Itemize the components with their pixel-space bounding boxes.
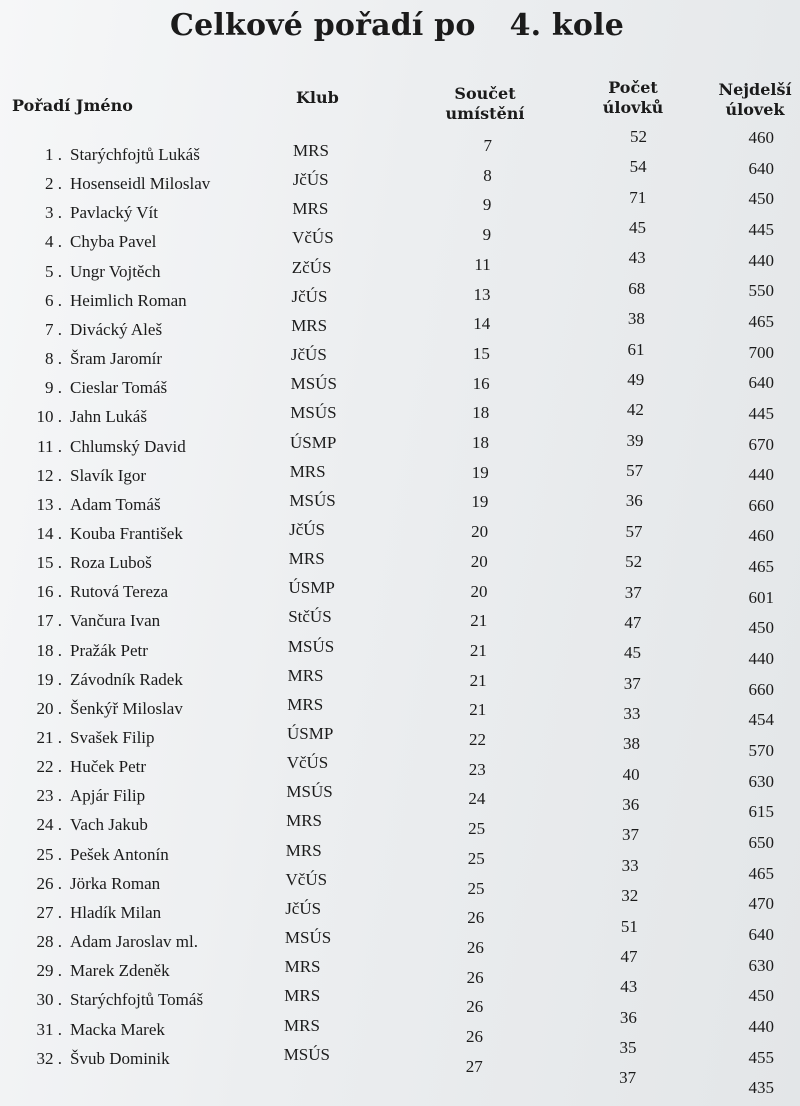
rank-cell: 1 .: [45, 145, 62, 164]
name-cell: Heimlich Roman: [70, 290, 187, 310]
header-sum-line1: Součet: [454, 84, 516, 103]
rank-cell: 23 .: [36, 786, 62, 806]
best-cell: 454: [748, 710, 774, 730]
count-cell: 37: [623, 673, 641, 693]
sum-cell: 22: [469, 730, 486, 749]
table-row: [0, 369, 800, 404]
name-cell: Apjár Filip: [70, 786, 146, 806]
sum-cell: 18: [472, 433, 489, 452]
header-best: [710, 80, 800, 120]
sum-cell: 16: [472, 373, 490, 393]
best-cell: 440: [748, 649, 774, 669]
best-cell: 640: [748, 373, 774, 393]
name-cell: Hosenseidl Miloslav: [70, 174, 211, 194]
sum-cell: 20: [470, 551, 488, 571]
title-round: 4. kole: [509, 8, 625, 43]
header-best-line2: úlovek: [725, 100, 785, 119]
count-cell: 51: [620, 916, 638, 936]
best-cell: 450: [748, 189, 774, 209]
table-row: [0, 248, 800, 288]
name-cell: Roza Luboš: [70, 553, 152, 573]
count-cell: 38: [627, 309, 645, 329]
table-row: [0, 157, 800, 200]
best-cell: 630: [748, 955, 774, 975]
club-cell: MSÚS: [283, 1044, 330, 1064]
rank-cell: 22 .: [36, 757, 62, 777]
club-cell: VčÚS: [285, 869, 328, 889]
sum-cell: 26: [467, 908, 485, 928]
rank-cell: 6 .: [45, 290, 62, 310]
sum-cell: 25: [467, 878, 485, 898]
best-cell: 460: [748, 526, 774, 546]
table-row: [0, 127, 800, 171]
sum-cell: 26: [466, 1027, 483, 1046]
best-cell: 550: [748, 281, 774, 301]
sum-cell: 19: [471, 492, 489, 512]
sum-cell: 21: [469, 640, 487, 660]
sum-cell: 9: [482, 195, 492, 215]
name-cell: Hladík Milan: [70, 902, 162, 922]
rank-cell: 2 .: [45, 174, 62, 194]
best-cell: 440: [748, 465, 774, 485]
best-cell: 660: [748, 495, 774, 515]
table-row: [0, 753, 800, 791]
sum-cell: 21: [469, 670, 487, 690]
best-cell: 445: [748, 219, 774, 239]
sum-cell: 13: [473, 284, 491, 304]
best-cell: 450: [748, 618, 774, 638]
club-cell: MRS: [285, 840, 322, 860]
club-cell: MSÚS: [287, 636, 335, 656]
best-cell: 440: [748, 250, 774, 270]
table-row: [0, 636, 800, 669]
best-cell: 615: [748, 802, 774, 822]
count-cell: 47: [620, 946, 638, 966]
sum-cell: 21: [469, 700, 487, 720]
best-cell: 630: [748, 771, 774, 791]
count-cell: 35: [619, 1038, 637, 1058]
sum-cell: 23: [468, 759, 486, 779]
sum-cell: 15: [472, 343, 490, 363]
name-cell: Marek Zdeněk: [70, 961, 170, 981]
sum-cell: 21: [470, 611, 488, 631]
rank-cell: 32 .: [36, 1048, 62, 1068]
table-row: [0, 309, 800, 346]
best-cell: 660: [748, 679, 774, 699]
name-cell: Svašek Filip: [70, 728, 155, 747]
name-cell: Vach Jakub: [70, 815, 148, 835]
count-cell: 33: [621, 855, 639, 875]
club-cell: MSÚS: [286, 782, 333, 802]
table-row: [0, 549, 800, 579]
club-cell: ZčÚS: [291, 257, 332, 277]
header-count-line1: Počet: [608, 78, 658, 97]
name-cell: Pavlacký Vít: [70, 203, 158, 223]
best-cell: 601: [748, 587, 774, 607]
count-cell: 61: [627, 339, 645, 359]
count-cell: 39: [626, 430, 644, 450]
name-cell: Chyba Pavel: [70, 232, 157, 252]
best-cell: 700: [748, 342, 774, 362]
club-cell: MRS: [291, 315, 328, 335]
club-cell: MRS: [287, 694, 324, 714]
club-cell: ÚSMP: [287, 724, 334, 743]
rank-cell: 24 .: [36, 815, 62, 835]
rank-cell: 10 .: [36, 407, 62, 427]
rank-cell: 5 .: [45, 261, 62, 281]
name-cell: Chlumský David: [70, 436, 186, 456]
club-cell: MRS: [287, 665, 324, 685]
best-cell: 640: [748, 924, 774, 944]
count-cell: 43: [628, 248, 646, 268]
count-cell: 68: [628, 278, 646, 298]
name-cell: Cieslar Tomáš: [70, 378, 168, 398]
table-row: [0, 724, 800, 760]
name-cell: Slavík Igor: [70, 465, 147, 485]
header-sum-line2: umístění: [445, 104, 525, 123]
best-cell: 640: [748, 158, 774, 178]
name-cell: Závodník Radek: [70, 669, 183, 689]
name-cell: Adam Tomáš: [70, 494, 161, 514]
club-cell: VčÚS: [292, 228, 334, 248]
name-cell: Pražák Petr: [70, 640, 148, 660]
name-cell: Divácký Aleš: [70, 319, 163, 339]
sum-cell: 7: [483, 136, 492, 155]
rank-cell: 26 .: [36, 873, 62, 893]
rank-cell: 18 .: [36, 640, 62, 660]
count-cell: 45: [628, 218, 646, 238]
name-cell: Šenkýř Miloslav: [70, 698, 183, 718]
count-cell: 37: [624, 582, 642, 602]
name-cell: Adam Jaroslav ml.: [70, 932, 198, 952]
sum-cell: 14: [473, 314, 491, 334]
rank-cell: 16 .: [36, 582, 62, 602]
table-row: [0, 578, 800, 608]
sum-cell: 8: [483, 165, 492, 185]
count-cell: 45: [624, 643, 642, 663]
club-cell: JčÚS: [291, 286, 328, 306]
club-cell: MRS: [293, 141, 329, 160]
rank-cell: 3 .: [45, 203, 62, 223]
rank-cell: 25 .: [36, 844, 62, 864]
rank-cell: 19 .: [36, 669, 62, 689]
name-cell: Starýchfojtů Lukáš: [70, 145, 200, 164]
best-cell: 435: [748, 1078, 774, 1098]
count-cell: 40: [622, 764, 640, 784]
count-cell: 36: [625, 491, 643, 511]
count-cell: 42: [626, 400, 644, 420]
club-cell: MRS: [288, 549, 325, 569]
table-row: [0, 607, 800, 638]
count-cell: 57: [626, 461, 644, 481]
club-cell: ÚSMP: [288, 578, 335, 598]
sum-cell: 26: [466, 997, 484, 1017]
club-cell: VčÚS: [286, 753, 329, 773]
header-rank-name: Pořadí Jméno: [12, 96, 133, 115]
sum-cell: 25: [467, 848, 485, 868]
header-sum: [425, 84, 545, 124]
name-cell: Vančura Ivan: [70, 611, 161, 631]
rank-cell: 8 .: [45, 349, 62, 369]
header-club: Klub: [296, 88, 339, 107]
header-best-line1: Nejdelší: [718, 80, 792, 99]
best-cell: 470: [748, 894, 774, 914]
header-count-line2: úlovků: [602, 98, 664, 117]
count-cell: 57: [625, 521, 643, 541]
name-cell: Ungr Vojtěch: [70, 261, 161, 281]
sum-cell: 11: [474, 254, 491, 274]
club-cell: MRS: [284, 1015, 320, 1035]
best-cell: 670: [748, 434, 774, 454]
club-cell: MSÚS: [284, 928, 332, 948]
sum-cell: 26: [466, 967, 484, 987]
rank-cell: 31 .: [36, 1019, 62, 1039]
sum-cell: 9: [482, 225, 492, 245]
name-cell: Kouba František: [70, 523, 183, 543]
club-cell: JčÚS: [290, 345, 327, 365]
count-cell: 52: [630, 127, 647, 146]
page-title: [170, 8, 730, 43]
name-cell: Jörka Roman: [70, 873, 161, 893]
club-cell: StčÚS: [288, 607, 332, 627]
rank-cell: 20 .: [36, 698, 62, 718]
rank-cell: 17 .: [36, 611, 62, 631]
rank-cell: 7 .: [45, 319, 62, 339]
table-row: [0, 278, 800, 317]
rank-cell: 27 .: [36, 902, 62, 922]
rank-cell: 28 .: [36, 932, 62, 952]
club-cell: JčÚS: [285, 898, 322, 918]
name-cell: Rutová Tereza: [70, 582, 169, 602]
club-cell: MSÚS: [289, 490, 336, 510]
count-cell: 38: [623, 734, 640, 754]
sum-cell: 24: [468, 789, 486, 809]
best-cell: 650: [748, 832, 774, 852]
count-cell: 37: [621, 825, 639, 845]
club-cell: ÚSMP: [290, 432, 337, 452]
table-row: [0, 519, 800, 550]
club-cell: MRS: [284, 957, 321, 977]
sum-cell: 27: [465, 1056, 483, 1076]
club-cell: MRS: [292, 199, 329, 219]
name-cell: Pešek Antonín: [70, 844, 169, 864]
count-cell: 71: [629, 187, 647, 207]
best-cell: 460: [748, 128, 774, 147]
count-cell: 52: [625, 552, 643, 572]
table-row: [0, 187, 800, 229]
name-cell: Švub Dominik: [70, 1048, 170, 1068]
count-cell: 36: [622, 795, 640, 815]
rank-cell: 30 .: [36, 990, 62, 1010]
best-cell: 445: [748, 403, 774, 423]
name-cell: Jahn Lukáš: [70, 407, 147, 427]
best-cell: 465: [748, 311, 774, 331]
count-cell: 43: [620, 977, 638, 997]
club-cell: MSÚS: [290, 374, 337, 394]
sum-cell: 18: [472, 403, 490, 423]
name-cell: Starýchfojtů Tomáš: [70, 990, 204, 1010]
best-cell: 440: [748, 1016, 774, 1036]
rank-cell: 13 .: [36, 494, 62, 514]
best-cell: 455: [748, 1047, 774, 1067]
count-cell: 36: [619, 1007, 637, 1027]
table-row: [0, 461, 800, 492]
count-cell: 54: [629, 157, 647, 177]
title-text: Celkové pořadí po: [170, 8, 476, 43]
count-cell: 49: [627, 369, 645, 389]
sum-cell: 25: [468, 819, 486, 839]
sum-cell: 19: [471, 462, 489, 482]
club-cell: MRS: [286, 811, 323, 831]
club-cell: MSÚS: [290, 403, 337, 423]
count-cell: 32: [621, 886, 639, 906]
rank-cell: 15 .: [36, 553, 62, 573]
club-cell: JčÚS: [289, 519, 325, 539]
table-row: [0, 400, 800, 433]
rank-cell: 14 .: [36, 523, 62, 543]
table-row: [0, 1044, 800, 1098]
best-cell: 465: [748, 863, 774, 883]
table-row: [0, 430, 800, 463]
rank-cell: 21 .: [36, 728, 62, 747]
club-cell: MRS: [284, 986, 321, 1006]
best-cell: 450: [748, 986, 774, 1006]
best-cell: 465: [748, 557, 774, 577]
sum-cell: 20: [471, 522, 489, 542]
best-cell: 570: [748, 741, 774, 760]
rank-cell: 4 .: [45, 232, 62, 252]
club-cell: JčÚS: [292, 170, 329, 190]
sum-cell: 26: [466, 937, 484, 957]
name-cell: Šram Jaromír: [70, 349, 163, 369]
name-cell: Huček Petr: [70, 757, 147, 777]
table-row: [0, 218, 800, 258]
club-cell: MRS: [289, 461, 326, 481]
rank-cell: 11 .: [37, 436, 62, 456]
count-cell: 37: [619, 1068, 637, 1088]
name-cell: Macka Marek: [70, 1019, 165, 1039]
rank-cell: 29 .: [36, 961, 62, 981]
table-row: [0, 694, 800, 730]
header-count: [583, 78, 683, 118]
rank-cell: 12 .: [36, 465, 62, 485]
count-cell: 47: [624, 612, 642, 632]
sum-cell: 20: [470, 581, 488, 601]
table-row: [0, 490, 800, 521]
table-row: [0, 665, 800, 699]
count-cell: 33: [623, 704, 641, 724]
rank-cell: 9 .: [45, 378, 62, 398]
table-row: [0, 339, 800, 375]
